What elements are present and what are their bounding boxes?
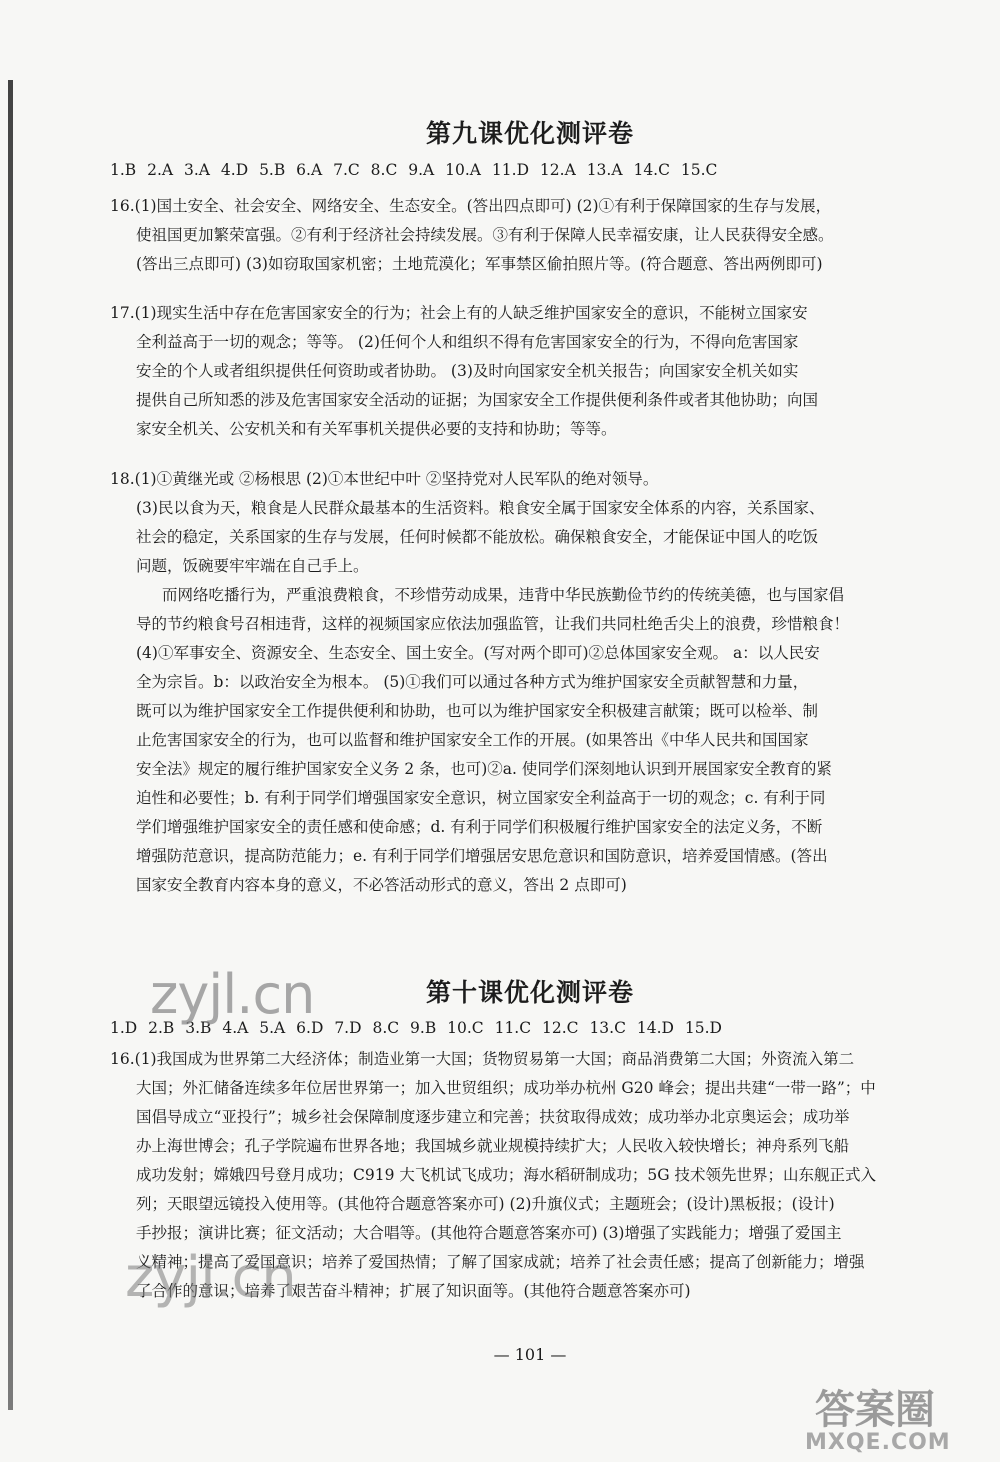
answer-line: 17.(1)现实生活中存在危害国家安全的行为；社会上有的人缺乏维护国家安全的意识，不能树立国家安 <box>110 304 808 322</box>
question-17-lesson-9 <box>110 299 950 444</box>
answer-line: 迫性和必要性；b. 有利于同学们增强国家安全意识，树立国家安全利益高于一切的观念；c. 有利于同 <box>136 789 826 807</box>
answer-line: 提供自己所知悉的涉及危害国家安全活动的证据；为国家安全工作提供便利条件或者其他协助；向国 <box>136 391 819 409</box>
multiple-choice-answers-lesson-10: 1.D 2.B 3.B 4.A 5.A 6.D 7.D 8.C 9.B 10.C 11.C 12.C 13.C 14.D 15.D <box>110 1019 722 1037</box>
answer-line: 安全法》规定的履行维护国家安全义务 2 条，也可)②a. 使同学们深刻地认识到开展国家安全教育的紧 <box>136 760 832 778</box>
answer-line: 既可以为维护国家安全工作提供便利和协助，也可以为维护国家安全积极建言献策；既可以检举、制 <box>136 702 819 720</box>
answer-line: 增强防范意识，提高防范能力；e. 有利于同学们增强居安思危意识和国防意识，培养爱国情感。(答出 <box>136 847 828 865</box>
question-18-lesson-9 <box>110 465 950 900</box>
answer-line: 16.(1)我国成为世界第二大经济体；制造业第一大国；货物贸易第一大国；商品消费第二大国；外资流入第二 <box>110 1050 855 1068</box>
answer-line: 家安全机关、公安机关和有关军事机关提供必要的支持和协助；等等。 <box>136 420 617 438</box>
question-16-lesson-9 <box>110 192 950 279</box>
answer-line: 国倡导成立“亚投行”；城乡社会保障制度逐步建立和完善；扶贫取得成效；成功举办北京奥运会；成功举 <box>136 1108 850 1126</box>
answer-line: 而网络吃播行为，严重浪费粮食，不珍惜劳动成果，违背中华民族勤俭节约的传统美德，也与国家倡 <box>162 586 845 604</box>
answer-line: 义精神；提高了爱国意识；培养了爱国热情；了解了国家成就；培养了社会责任感；提高了创新能力；增强 <box>136 1253 865 1271</box>
site-logo <box>775 1378 990 1458</box>
answer-line: 了合作的意识；培养了艰苦奋斗精神；扩展了知识面等。(其他符合题意答案亦可) <box>136 1282 691 1300</box>
answer-line: 18.(1)①黄继光或 ②杨根思 (2)①本世纪中叶 ②坚持党对人民军队的绝对领导。 <box>110 470 659 488</box>
answer-line: 大国；外汇储备连续多年位居世界第一；加入世贸组织；成功举办杭州 G20 峰会；提出共建“一带一路”；中 <box>136 1079 876 1097</box>
binding-edge <box>8 80 13 1410</box>
answer-line: 使祖国更加繁荣富强。②有利于经济社会持续发展。③有利于保障人民幸福安康，让人民获得安全感。 <box>136 226 834 244</box>
logo-domain: MXQE.COM <box>805 1430 951 1455</box>
answer-line: 止危害国家安全的行为，也可以监督和维护国家安全工作的开展。(如果答出《中华人民共和国国家 <box>136 731 809 749</box>
answer-line: 全为宗旨。b：以政治安全为根本。 (5)①我们可以通过各种方式为维护国家安全贡献智慧和力量， <box>136 673 809 691</box>
answer-line: 社会的稳定，关系国家的生存与发展，任何时候都不能放松。确保粮食安全，才能保证中国人的吃饭 <box>136 528 819 546</box>
section-title-lesson-10: 第十课优化测评卷 <box>425 978 634 1007</box>
answer-line: 列；天眼望远镜投入使用等。(其他符合题意答案亦可) (2)升旗仪式；主题班会；(设计)黑板报；(设计) <box>136 1195 835 1213</box>
answer-line: 办上海世博会；孔子学院遍布世界各地；我国城乡就业规模持续扩大；人民收入较快增长；神舟系列飞船 <box>136 1137 850 1155</box>
answer-line: 成功发射；嫦娥四号登月成功；C919 大飞机试飞成功；海水稻研制成功；5G 技术领先世界；山东舰正式入 <box>136 1166 877 1184</box>
answer-line: 导的节约粮食号召相违背，这样的视频国家应依法加强监管，让我们共同杜绝舌尖上的浪费，珍惜粮食！ <box>136 615 850 633</box>
answer-line: 全利益高于一切的观念；等等。 (2)任何个人和组织不得有危害国家安全的行为，不得向危害国家 <box>136 333 799 351</box>
answer-line: 国家安全教育内容本身的意义，不必答活动形式的意义，答出 2 点即可) <box>136 876 627 894</box>
answer-line: 问题，饭碗要牢牢端在自己手上。 <box>136 557 369 575</box>
answer-line: 手抄报；演讲比赛；征文活动；大合唱等。(其他符合题意答案亦可) (3)增强了实践能力；增强了爱国主 <box>136 1224 842 1242</box>
answer-line: (答出三点即可) (3)如窃取国家机密；土地荒漠化；军事禁区偷拍照片等。(符合题意、答出两例即可) <box>136 255 823 273</box>
watermark: zyjl.cn <box>125 1245 296 1310</box>
answer-line: 16.(1)国土安全、社会安全、网络安全、生态安全。(答出四点即可) (2)①有利于保障国家的生存与发展， <box>110 197 832 215</box>
watermark: zyjl.cn <box>150 963 315 1026</box>
logo-text: 答案圈 <box>815 1387 935 1433</box>
answer-line: 学们增强维护国家安全的责任感和使命感；d. 有利于同学们积极履行维护国家安全的法定义务，不断 <box>136 818 823 836</box>
page-number: — 101 — <box>493 1345 567 1364</box>
section-title-lesson-9: 第九课优化测评卷 <box>425 119 634 148</box>
answer-line: 安全的个人或者组织提供任何资助或者协助。 (3)及时向国家安全机关报告；向国家安全机关如实 <box>136 362 799 380</box>
answer-line: (4)①军事安全、资源安全、生态安全、国土安全。(写对两个即可)②总体国家安全观。 a：以人民安 <box>136 644 820 662</box>
multiple-choice-answers-lesson-9: 1.B 2.A 3.A 4.D 5.B 6.A 7.C 8.C 9.A 10.A 11.D 12.A 13.A 14.C 15.C <box>110 161 718 179</box>
answer-line: (3)民以食为天，粮食是人民群众最基本的生活资料。粮食安全属于国家安全体系的内容，关系国家、 <box>136 499 825 517</box>
